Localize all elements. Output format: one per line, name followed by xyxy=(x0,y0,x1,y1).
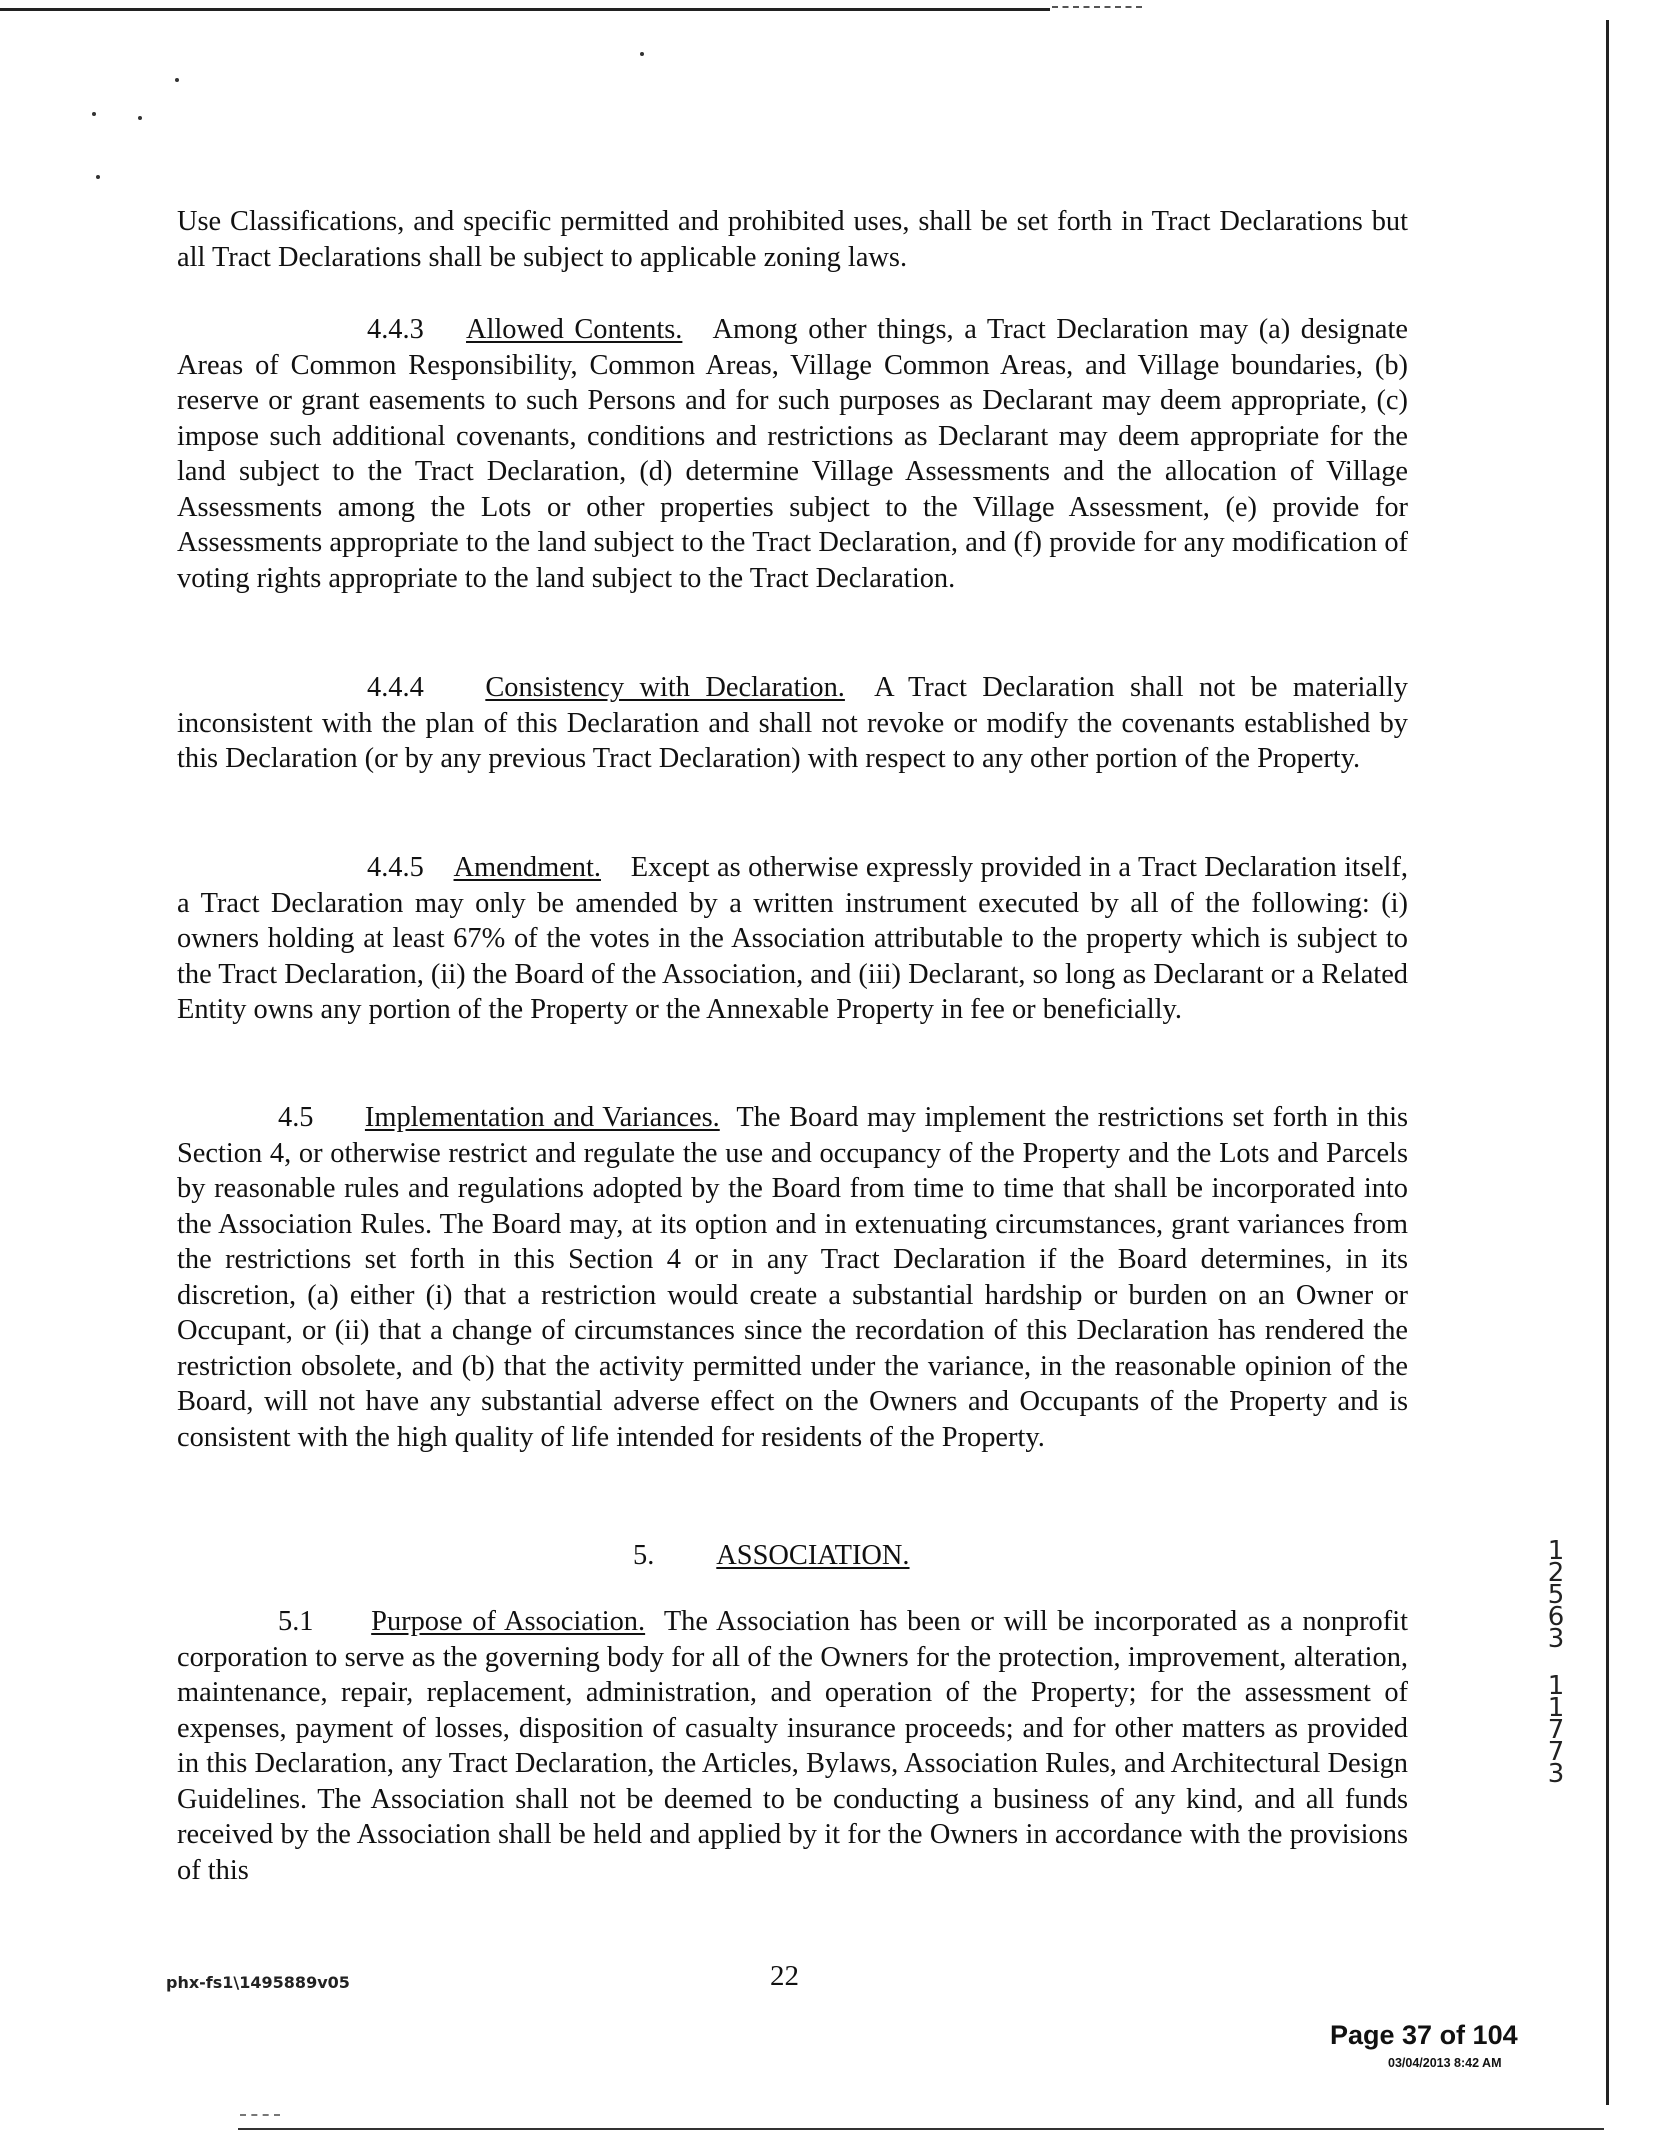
scan-speck xyxy=(96,175,100,179)
timestamp: 03/04/2013 8:42 AM xyxy=(1388,2056,1502,2070)
top-border-rule xyxy=(0,8,1050,11)
stamp-digit: 3 xyxy=(1547,1759,1565,1789)
bottom-border-dash xyxy=(240,2114,280,2116)
scan-speck xyxy=(640,52,644,56)
section-heading: Consistency with Declaration. xyxy=(485,672,845,703)
section-4-4-5 xyxy=(177,850,1408,1028)
stamp-digit: 7 xyxy=(1547,1737,1565,1767)
section-title: ASSOCIATION. xyxy=(716,1540,910,1571)
scan-speck xyxy=(92,112,96,116)
right-border-rule xyxy=(1606,20,1609,2105)
recording-stamp-top xyxy=(1538,1536,1574,1654)
scan-speck xyxy=(138,116,142,120)
section-heading: Implementation and Variances. xyxy=(364,1102,720,1133)
recording-stamp-bottom xyxy=(1538,1671,1574,1789)
stamp-digit: 1 xyxy=(1547,1693,1565,1723)
stamp-digit: 5 xyxy=(1547,1580,1565,1610)
bottom-border-rule xyxy=(238,2128,1604,2130)
section-4-4-3 xyxy=(177,312,1408,596)
section-number: 4.4.3 xyxy=(367,314,424,345)
stamp-digit: 1 xyxy=(1547,1671,1565,1701)
section-number: 4.4.5 xyxy=(367,852,424,883)
section-4-5 xyxy=(177,1100,1408,1455)
paragraph-continuation: Use Classifications, and specific permitted and prohibited uses, shall be set forth in Tract Declarations but all Tract Declarations shall be subject to applicable zoning laws. xyxy=(177,206,1408,273)
page-counter: Page 37 of 104 xyxy=(1330,2020,1518,2050)
section-heading: Allowed Contents. xyxy=(466,314,683,345)
scan-speck xyxy=(175,78,179,82)
stamp-digit: 3 xyxy=(1547,1624,1565,1654)
section-body: Except as otherwise expressly provided in a Tract Declaration itself, a Tract Declaration may only be amended by a written instrument executed by all of the following: (i) owners holding at least 67% of the votes in the Association attributable to the property which is subject to the Tract Declaration, (ii) the Board of the Association, and (iii) Declarant, so long as Declarant or a Related Entity owns any portion of the Property or the Annexable Property in fee or beneficially. xyxy=(177,852,1408,1025)
stamp-digit: 2 xyxy=(1547,1558,1565,1588)
section-number: 5.1 xyxy=(278,1606,314,1637)
section-number: 4.5 xyxy=(278,1102,314,1133)
document-id: phx-fs1\1495889v05 xyxy=(166,1973,350,1992)
section-body: The Board may implement the restrictions set forth in this Section 4, or otherwise restrict and regulate the use and occupancy of the Property and the Lots and Parcels by reasonable rules and regulations adopted by the Board from time to time that shall be incorporated into the Association Rules. The Board may, at its option and in extenuating circumstances, grant variances from the restrictions set forth in this Section 4 or in any Tract Declaration if the Board determines, in its discretion, (a) either (i) that a restriction would create a substantial hardship or burden on an Owner or Occupant, or (ii) that a change of circumstances since the recordation of this Declaration has rendered the restriction obsolete, and (b) that the activity permitted under the variance, in the reasonable opinion of the Board, will not have any substantial adverse effect on the Owners and Occupants of the Property and is consistent with the high quality of life intended for residents of the Property. xyxy=(177,1102,1409,1453)
section-number: 5. xyxy=(633,1540,655,1571)
section-number: 4.4.4 xyxy=(367,672,424,703)
section-5-1 xyxy=(177,1604,1408,1888)
section-body: Among other things, a Tract Declaration may (a) designate Areas of Common Responsibility, Common Areas, Village Common Areas, and Village boundaries, (b) reserve or grant easements to such Persons and for such purposes as Declarant may deem appropriate, (c) impose such additional covenants, conditions and restrictions as Declarant may deem appropriate for the land subject to the Tract Declaration, (d) determine Village Assessments and the allocation of Village Assessments among the Lots or other properties subject to the Village Assessment, (e) provide for Assessments appropriate to the land subject to the Tract Declaration, and (f) provide for any modification of voting rights appropriate to the land subject to the Tract Declaration. xyxy=(177,314,1408,594)
section-heading: Purpose of Association. xyxy=(371,1606,646,1637)
stamp-digit: 6 xyxy=(1547,1602,1565,1632)
section-4-4-4 xyxy=(177,670,1408,777)
section-5-heading xyxy=(633,1538,910,1574)
section-heading: Amendment. xyxy=(453,852,601,883)
top-border-dashes xyxy=(1052,6,1142,8)
page-number: 22 xyxy=(770,1960,799,1992)
section-body: A Tract Declaration shall not be materially inconsistent with the plan of this Declaration and shall not revoke or modify the covenants established by this Declaration (or by any previous Tract Declaration) with respect to any other portion of the Property. xyxy=(177,672,1408,774)
section-body: The Association has been or will be incorporated as a nonprofit corporation to serve as the governing body for all of the Owners for the protection, improvement, alteration, maintenance, repair, replacement, administration, and operation of the Property; for the assessment of expenses, payment of losses, disposition of casualty insurance proceeds; and for other matters as provided in this Declaration, any Tract Declaration, the Articles, Bylaws, Association Rules, and Architectural Design Guidelines. The Association shall not be deemed to be conducting a business of any kind, and all funds received by the Association shall be held and applied by it for the Owners in accordance with the provisions of this xyxy=(177,1606,1408,1886)
stamp-digit: 1 xyxy=(1547,1536,1565,1566)
stamp-digit: 7 xyxy=(1547,1715,1565,1745)
